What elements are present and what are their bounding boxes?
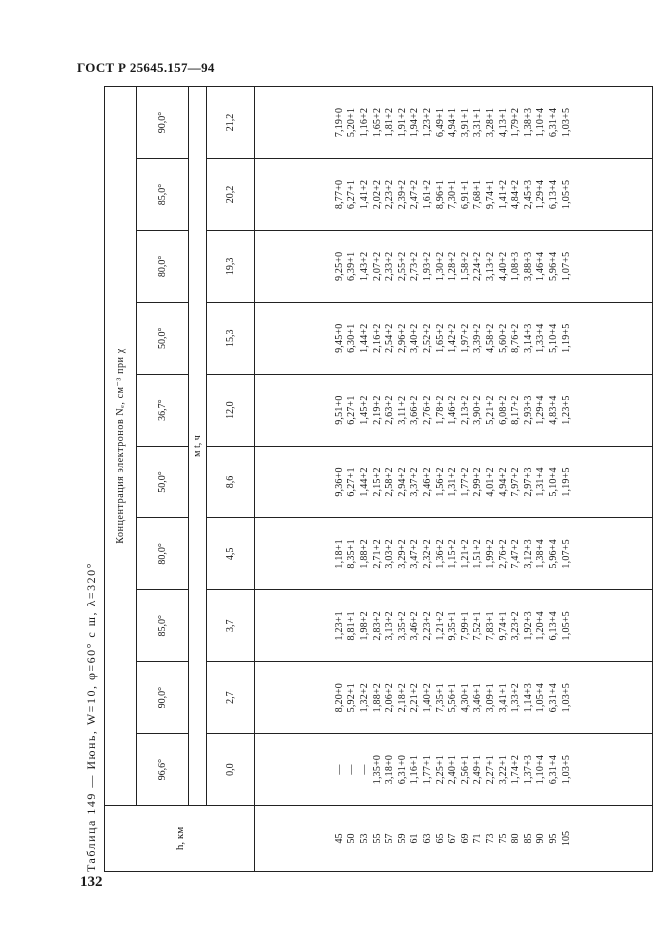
concentration-value: 1,44+2 [359,467,371,497]
concentration-value: 3,12+3 [522,539,534,569]
concentration-value: 1,03+5 [560,683,572,713]
concentration-value: 1,33+4 [535,323,547,353]
concentration-value: 3,13+2 [484,251,496,281]
time-value: 8,6 [207,446,255,518]
concentration-value: 8,96+1 [434,179,446,210]
concentration-value: 3,22+1 [497,754,509,785]
concentration-value: 1,94+2 [409,107,421,138]
concentration-value: 2,47+2 [409,179,421,210]
values-column [255,590,653,662]
height-value: 65 [434,833,446,844]
concentration-value: 2,93+3 [522,395,534,425]
concentration-value: 1,23+2 [422,107,434,138]
concentration-value: 8,17+2 [510,395,522,425]
concentration-value: 7,52+1 [472,611,484,641]
concentration-header: Концентрация электронов Nₑ, см⁻³ при χ [105,87,137,806]
concentration-value: 2,58+2 [384,467,396,497]
concentration-value: 2,99+2 [472,467,484,497]
concentration-value: 1,88+2 [371,683,383,713]
concentration-value: 2,18+2 [396,683,408,713]
concentration-value: 9,74+1 [484,179,496,210]
concentration-value: 1,81+2 [384,107,396,138]
concentration-value: 1,28+2 [447,251,459,281]
concentration-value: 5,10+4 [547,323,559,353]
time-value: 4,5 [207,518,255,590]
concentration-value: 3,14+3 [522,323,534,353]
concentration-value: 1,78+2 [434,395,446,425]
values-column [255,158,653,230]
chi-value: 80,0° [137,518,189,590]
concentration-value: 2,46+2 [422,467,434,497]
chi-value: 90,0° [137,87,189,159]
concentration-value: 3,39+2 [472,323,484,353]
concentration-value: 2,27+1 [484,754,496,785]
concentration-value: 4,94+2 [497,467,509,497]
page-number: 132 [80,874,103,890]
concentration-value: 6,31+0 [396,754,408,785]
concentration-value: 3,66+2 [409,395,421,425]
concentration-value: 3,46+1 [472,683,484,713]
rotated-table-block [78,86,658,872]
height-value: 63 [422,833,434,844]
concentration-value: 1,91+2 [396,107,408,138]
concentration-value: 2,25+1 [434,754,446,785]
concentration-value: 1,65+2 [371,107,383,138]
values-column [255,302,653,374]
concentration-value: 2,19+2 [371,395,383,425]
concentration-value: 1,79+2 [510,107,522,138]
concentration-value: 3,35+2 [396,611,408,641]
concentration-value: 9,45+0 [333,323,345,353]
height-value: 55 [371,833,383,844]
concentration-value: 3,90+2 [472,395,484,425]
concentration-value: 1,43+2 [359,251,371,281]
concentration-value: 1,44+2 [359,323,371,353]
values-column [255,662,653,734]
concentration-value: 9,51+0 [333,395,345,425]
concentration-value: 1,38+3 [522,107,534,138]
concentration-value: 2,97+3 [522,467,534,497]
concentration-value: 1,21+2 [434,611,446,641]
concentration-value: 6,27+1 [346,467,358,497]
concentration-value: 3,03+2 [384,539,396,569]
concentration-value: 4,58+2 [484,323,496,353]
concentration-value: 2,56+1 [459,754,471,785]
concentration-value: 1,21+2 [459,539,471,569]
concentration-value: 5,96+4 [547,251,559,281]
concentration-value: 1,51+2 [472,539,484,569]
concentration-value: 1,46+2 [447,395,459,425]
page-header: ГОСТ Р 25645.157—94 [77,60,215,75]
time-value: 19,3 [207,230,255,302]
concentration-value: 2,24+2 [472,251,484,281]
concentration-value: 2,07+2 [371,251,383,281]
concentration-value: 6,27+1 [346,395,358,425]
concentration-value: 2,54+2 [384,323,396,353]
height-value: 67 [447,833,459,844]
concentration-value: 5,96+4 [547,539,559,569]
concentration-value: — [346,764,358,775]
concentration-value: 6,13+4 [547,179,559,210]
electron-concentration-table [104,86,653,872]
chi-value: 85,0° [137,158,189,230]
height-value: 90 [535,833,547,844]
concentration-value: 1,65+2 [434,323,446,353]
concentration-value: 2,23+2 [422,611,434,641]
height-value: 69 [459,833,471,844]
concentration-value: 6,31+4 [547,107,559,138]
concentration-value: 1,03+5 [560,754,572,785]
concentration-value: 8,77+0 [333,179,345,210]
time-value: 12,0 [207,374,255,446]
concentration-value: 2,39+2 [396,179,408,210]
concentration-value: 1,03+5 [560,107,572,138]
height-value: 59 [396,833,408,844]
concentration-value: 3,88+3 [522,251,534,281]
concentration-value: 1,61+2 [422,179,434,210]
concentration-value: 5,21+2 [484,395,496,425]
concentration-value: 8,20+0 [333,683,345,713]
table-caption: Таблица 149 — Июнь, W=10, φ=60° с ш, λ=320° [84,562,98,872]
concentration-value: 1,58+2 [459,251,471,281]
concentration-value: 2,94+2 [396,467,408,497]
values-column [255,87,653,159]
concentration-value: 9,74+1 [497,611,509,641]
concentration-value: 4,40+2 [497,251,509,281]
height-value: 85 [522,833,534,844]
concentration-value: 1,46+4 [535,251,547,281]
concentration-value: 7,30+1 [447,179,459,210]
concentration-value: 3,13+2 [384,611,396,641]
concentration-value: 6,91+1 [459,179,471,210]
concentration-value: 2,76+2 [422,395,434,425]
time-value: 15,3 [207,302,255,374]
time-value: 0,0 [207,734,255,806]
concentration-value: 1,07+5 [560,251,572,281]
concentration-value: 1,41+2 [497,179,509,210]
concentration-value: 1,23+1 [333,611,345,641]
concentration-value: 5,10+4 [547,467,559,497]
concentration-value: 9,35+1 [447,611,459,641]
concentration-value: 1,99+2 [484,539,496,569]
mt-label: м t, ч [189,87,207,806]
concentration-value: 1,56+2 [434,467,446,497]
concentration-value: 1,15+2 [447,539,459,569]
concentration-value: 2,15+2 [371,467,383,497]
concentration-value: 5,20+1 [346,107,358,138]
concentration-value: 5,56+1 [447,683,459,713]
concentration-value: 1,40+2 [422,683,434,713]
height-value: 73 [484,833,496,844]
concentration-value: 6,13+4 [547,611,559,641]
concentration-value: 2,49+1 [472,754,484,785]
concentration-value: 1,16+2 [359,107,371,138]
concentration-value: 4,84+2 [510,179,522,210]
concentration-value: 2,73+2 [409,251,421,281]
concentration-value: 2,16+2 [371,323,383,353]
concentration-value: 3,18+0 [384,754,396,785]
concentration-value: 2,96+2 [396,323,408,353]
concentration-value: 5,92+1 [346,683,358,713]
concentration-value: 2,23+2 [384,179,396,210]
concentration-value: 8,35+1 [346,539,358,569]
concentration-value: 1,98+2 [359,611,371,641]
concentration-value: 1,35+0 [371,754,383,785]
concentration-value: 8,81+1 [346,611,358,641]
height-value: 95 [547,833,559,844]
concentration-value: 5,60+2 [497,323,509,353]
concentration-value: 1,10+4 [535,754,547,785]
concentration-value: 1,30+2 [434,251,446,281]
concentration-value: 1,05+5 [560,179,572,210]
height-value: 57 [384,833,396,844]
height-value: 80 [510,833,522,844]
concentration-value: 2,45+3 [522,179,534,210]
concentration-value: 2,21+2 [409,683,421,713]
concentration-value: 1,97+2 [459,323,471,353]
chi-value: 36,7° [137,374,189,446]
concentration-value: 1,92+3 [522,611,534,641]
concentration-value: 1,23+5 [560,395,572,425]
concentration-value: 1,19+5 [560,323,572,353]
concentration-value: 7,19+0 [333,107,345,138]
height-column-header: h, км [105,806,255,872]
concentration-value: 1,29+4 [535,179,547,210]
time-value: 2,7 [207,662,255,734]
time-value: 21,2 [207,87,255,159]
chi-value: 90,0° [137,662,189,734]
concentration-value: 1,05+5 [560,611,572,641]
concentration-value: 6,08+2 [497,395,509,425]
concentration-value: 1,20+4 [535,611,547,641]
concentration-value: 6,27+1 [346,179,358,210]
concentration-value: 8,76+2 [510,323,522,353]
concentration-value: 1,05+4 [535,683,547,713]
concentration-value: 1,31+4 [535,467,547,497]
concentration-value: 1,77+1 [422,754,434,785]
concentration-value: 2,83+2 [371,611,383,641]
concentration-value: 4,94+1 [447,107,459,138]
concentration-value: 6,31+4 [547,683,559,713]
concentration-value: 3,47+2 [409,539,421,569]
height-value: 61 [409,833,421,844]
concentration-value: 1,18+1 [333,539,345,569]
chi-value: 96,6° [137,734,189,806]
concentration-value: 4,30+1 [459,683,471,713]
concentration-value: 2,06+2 [384,683,396,713]
concentration-value: 6,30+1 [346,323,358,353]
height-value: 71 [472,833,484,844]
concentration-value: 6,31+4 [547,754,559,785]
chi-value: 80,0° [137,230,189,302]
values-column [255,230,653,302]
concentration-value: 2,76+2 [497,539,509,569]
time-value: 3,7 [207,590,255,662]
concentration-value: 1,41+2 [359,179,371,210]
concentration-value: 1,88+2 [359,539,371,569]
concentration-value: 3,91+1 [459,107,471,138]
concentration-value: 3,29+2 [396,539,408,569]
concentration-value: 1,32+2 [359,683,371,713]
concentration-value: 2,71+2 [371,539,383,569]
concentration-value: 1,37+3 [522,754,534,785]
height-value: 45 [333,833,345,844]
concentration-value: 2,13+2 [459,395,471,425]
concentration-value: 6,49+1 [434,107,446,138]
concentration-value: 1,10+4 [535,107,547,138]
concentration-value: 9,36+0 [333,467,345,497]
concentration-value: 3,23+2 [510,611,522,641]
height-value: 75 [497,833,509,844]
concentration-value: 1,45+2 [359,395,371,425]
time-header-row [207,87,255,872]
concentration-value: 1,77+2 [459,467,471,497]
concentration-value: 7,47+2 [510,539,522,569]
concentration-value: 4,13+1 [497,107,509,138]
concentration-value: 1,08+3 [510,251,522,281]
concentration-value: 1,16+1 [409,754,421,785]
concentration-value: 1,93+2 [422,251,434,281]
values-column [255,374,653,446]
concentration-value: 2,63+2 [384,395,396,425]
concentration-value: 1,36+2 [434,539,446,569]
values-column [255,518,653,590]
concentration-value: 1,31+2 [447,467,459,497]
concentration-value: 1,14+3 [522,683,534,713]
concentration-value: 9,25+0 [333,251,345,281]
concentration-value: 3,09+1 [484,683,496,713]
concentration-value: 7,99+1 [459,611,471,641]
concentration-value: 3,40+2 [409,323,421,353]
concentration-value: 1,42+2 [447,323,459,353]
concentration-value: 7,83+1 [484,611,496,641]
concentration-value: 1,38+4 [535,539,547,569]
concentration-value: 4,01+2 [484,467,496,497]
chi-value: 50,0° [137,446,189,518]
concentration-value: 1,74+2 [510,754,522,785]
values-column [255,734,653,806]
concentration-value: — [359,764,371,775]
heights-column [255,806,653,872]
time-value: 20,2 [207,158,255,230]
concentration-value: 2,02+2 [371,179,383,210]
concentration-value: 2,33+2 [384,251,396,281]
concentration-value: 3,31+1 [472,107,484,138]
concentration-value: 2,52+2 [422,323,434,353]
height-value: 50 [346,833,358,844]
chi-value: 85,0° [137,590,189,662]
chi-header-row [137,87,189,872]
concentration-value: 3,46+2 [409,611,421,641]
concentration-value: 2,40+1 [447,754,459,785]
concentration-value: 1,33+2 [510,683,522,713]
height-value: 53 [359,833,371,844]
concentration-value: 4,83+4 [547,395,559,425]
values-column [255,446,653,518]
concentration-value: 3,37+2 [409,467,421,497]
chi-value: 50,0° [137,302,189,374]
concentration-value: 1,19+5 [560,467,572,497]
height-value: 105 [560,831,572,846]
concentration-value: 2,55+2 [396,251,408,281]
concentration-value: 6,39+1 [346,251,358,281]
concentration-value: 7,97+2 [510,467,522,497]
concentration-value: 1,07+5 [560,539,572,569]
concentration-value: 1,29+4 [535,395,547,425]
concentration-value: 7,35+1 [434,683,446,713]
concentration-value: 3,41+1 [497,683,509,713]
concentration-value: 3,28+1 [484,107,496,138]
concentration-value: 7,68+1 [472,179,484,210]
concentration-value: 2,32+2 [422,539,434,569]
concentration-value: — [333,764,345,775]
concentration-value: 3,11+2 [396,395,408,425]
table-data-row [255,87,653,872]
